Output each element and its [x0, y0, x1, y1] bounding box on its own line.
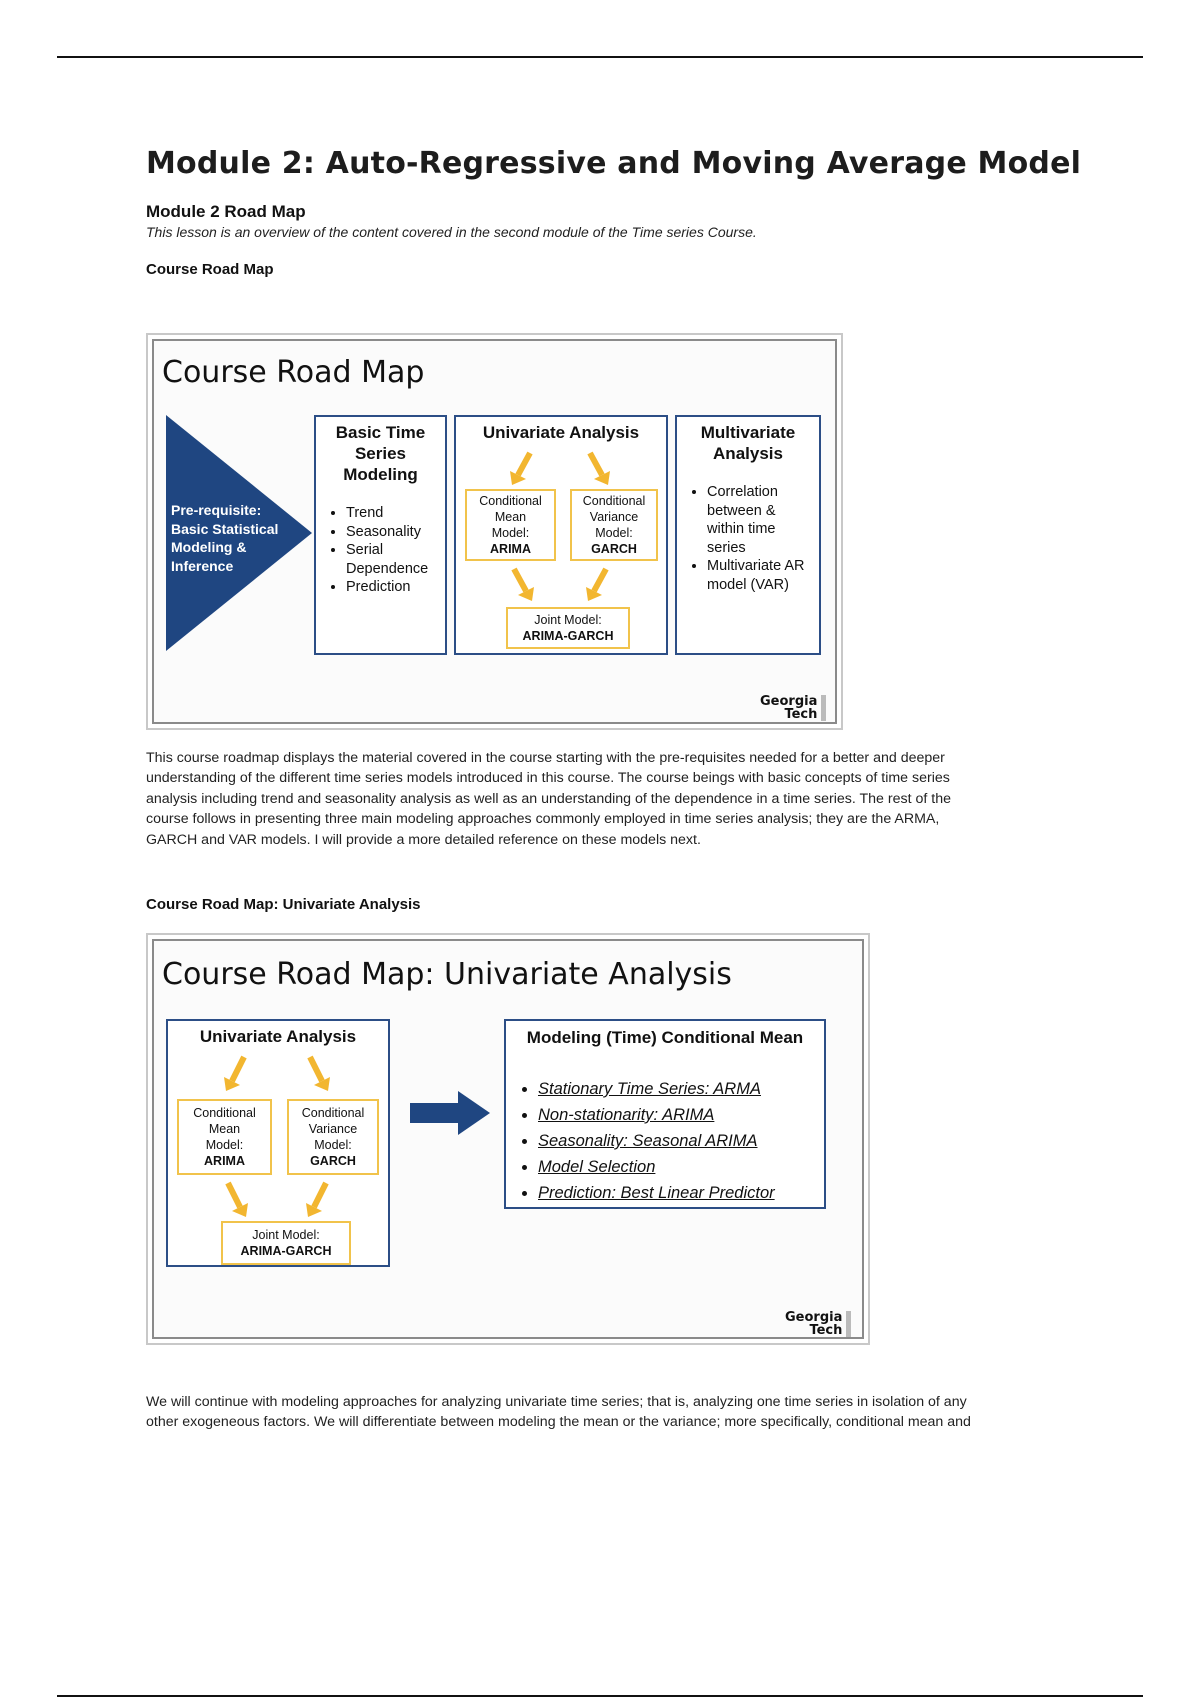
list-item: • Prediction	[346, 578, 458, 597]
list-item: • Serial Dependence	[346, 541, 458, 578]
list-item: • Correlation between & within time series	[707, 483, 815, 557]
georgia-tech-logo: Georgia Tech	[760, 694, 818, 722]
page-title: Module 2: Auto-Regressive and Moving Average Model	[146, 146, 1082, 181]
top-rule	[57, 56, 1143, 58]
multivariate-box-title: Multivariate Analysis	[700, 423, 796, 463]
arrow-down-right-icon	[584, 451, 614, 485]
list-item: • Trend	[346, 504, 458, 523]
list-item: • Non-stationarity: ARIMA	[538, 1102, 838, 1128]
list-item: • Seasonality	[346, 523, 458, 542]
basic-topic-list	[324, 504, 458, 597]
list-item: • Seasonality: Seasonal ARIMA	[538, 1128, 838, 1154]
multivariate-analysis-box	[675, 415, 821, 655]
figure1-label: Course Road Map	[146, 261, 274, 278]
figure2-label: Course Road Map: Univariate Analysis	[146, 896, 421, 913]
arrow-down-left-icon	[584, 567, 614, 601]
arrow-right-icon	[410, 1091, 494, 1135]
basic-box-title: Basic Time Series Modeling	[335, 423, 426, 484]
arrow-down-left-icon	[304, 1181, 334, 1217]
arrow-down-right-icon	[222, 1181, 252, 1217]
univariate-analysis-slide	[146, 933, 870, 1345]
arrow-down-right-icon	[304, 1055, 334, 1091]
arrow-down-right-icon	[508, 567, 538, 601]
list-item: • Model Selection	[538, 1154, 838, 1180]
slide-title: Course Road Map	[162, 355, 425, 390]
conditional-variance-box: Conditional Variance Model: GARCH	[287, 1099, 379, 1175]
bottom-rule	[57, 1695, 1143, 1697]
conditional-mean-box: Conditional Mean Model: ARIMA	[177, 1099, 272, 1175]
arrow-down-left-icon	[508, 451, 538, 485]
slide-frame	[152, 339, 837, 724]
univariate-box-title: Univariate Analysis	[482, 423, 640, 442]
paragraph-univariate: We will continue with modeling approaches for analyzing univariate time series; that is, analyzing one time series in isolation of any other exogeneous factors. We will differentiate between modeling the mean or the variance; more specifically, conditional mean and	[146, 1394, 971, 1431]
list-item: • Stationary Time Series: ARMA	[538, 1076, 838, 1102]
arrow-down-left-icon	[222, 1055, 252, 1091]
joint-model-box: Joint Model: ARIMA-GARCH	[506, 607, 630, 649]
slide-title: Course Road Map: Univariate Analysis	[162, 957, 732, 992]
conditional-mean-topic-list	[508, 1076, 838, 1206]
course-road-map-slide	[146, 333, 843, 730]
joint-model-box: Joint Model: ARIMA-GARCH	[221, 1221, 351, 1265]
paragraph-roadmap: This course roadmap displays the material covered in the course starting with the pre-requisites needed for a better and deeper understanding of the different time series models introduced in this course. The course beings with basic concepts of time series analysis including trend and seasonality analysis as well as an understanding of the dependence in a time series. The rest of the course follows in presenting three main modeling approaches commonly employed in time series analysis; they are the ARMA, GARCH and VAR models. I will provide a more detailed reference on these models next.	[146, 750, 951, 848]
slide-frame	[152, 939, 864, 1339]
multivariate-topic-list	[685, 483, 815, 594]
conditional-mean-box-title: Modeling (Time) Conditional Mean	[526, 1028, 804, 1047]
list-item: • Prediction: Best Linear Predictor	[538, 1180, 838, 1206]
conditional-variance-box: Conditional Variance Model: GARCH	[570, 489, 658, 561]
conditional-mean-modeling-box	[504, 1019, 826, 1209]
univariate-analysis-box	[454, 415, 668, 655]
section-title: Module 2 Road Map	[146, 202, 306, 221]
univariate-box-title: Univariate Analysis	[199, 1027, 357, 1046]
univariate-analysis-box	[166, 1019, 390, 1267]
intro-text: This lesson is an overview of the content covered in the second module of the Time series Course.	[146, 224, 757, 240]
list-item: • Multivariate AR model (VAR)	[707, 557, 815, 594]
conditional-mean-box: Conditional Mean Model: ARIMA	[465, 489, 556, 561]
prerequisite-label: Pre-requisite: Basic Statistical Modeling & Inference	[171, 502, 279, 574]
georgia-tech-logo: Georgia Tech	[785, 1310, 843, 1338]
basic-time-series-box	[314, 415, 447, 655]
